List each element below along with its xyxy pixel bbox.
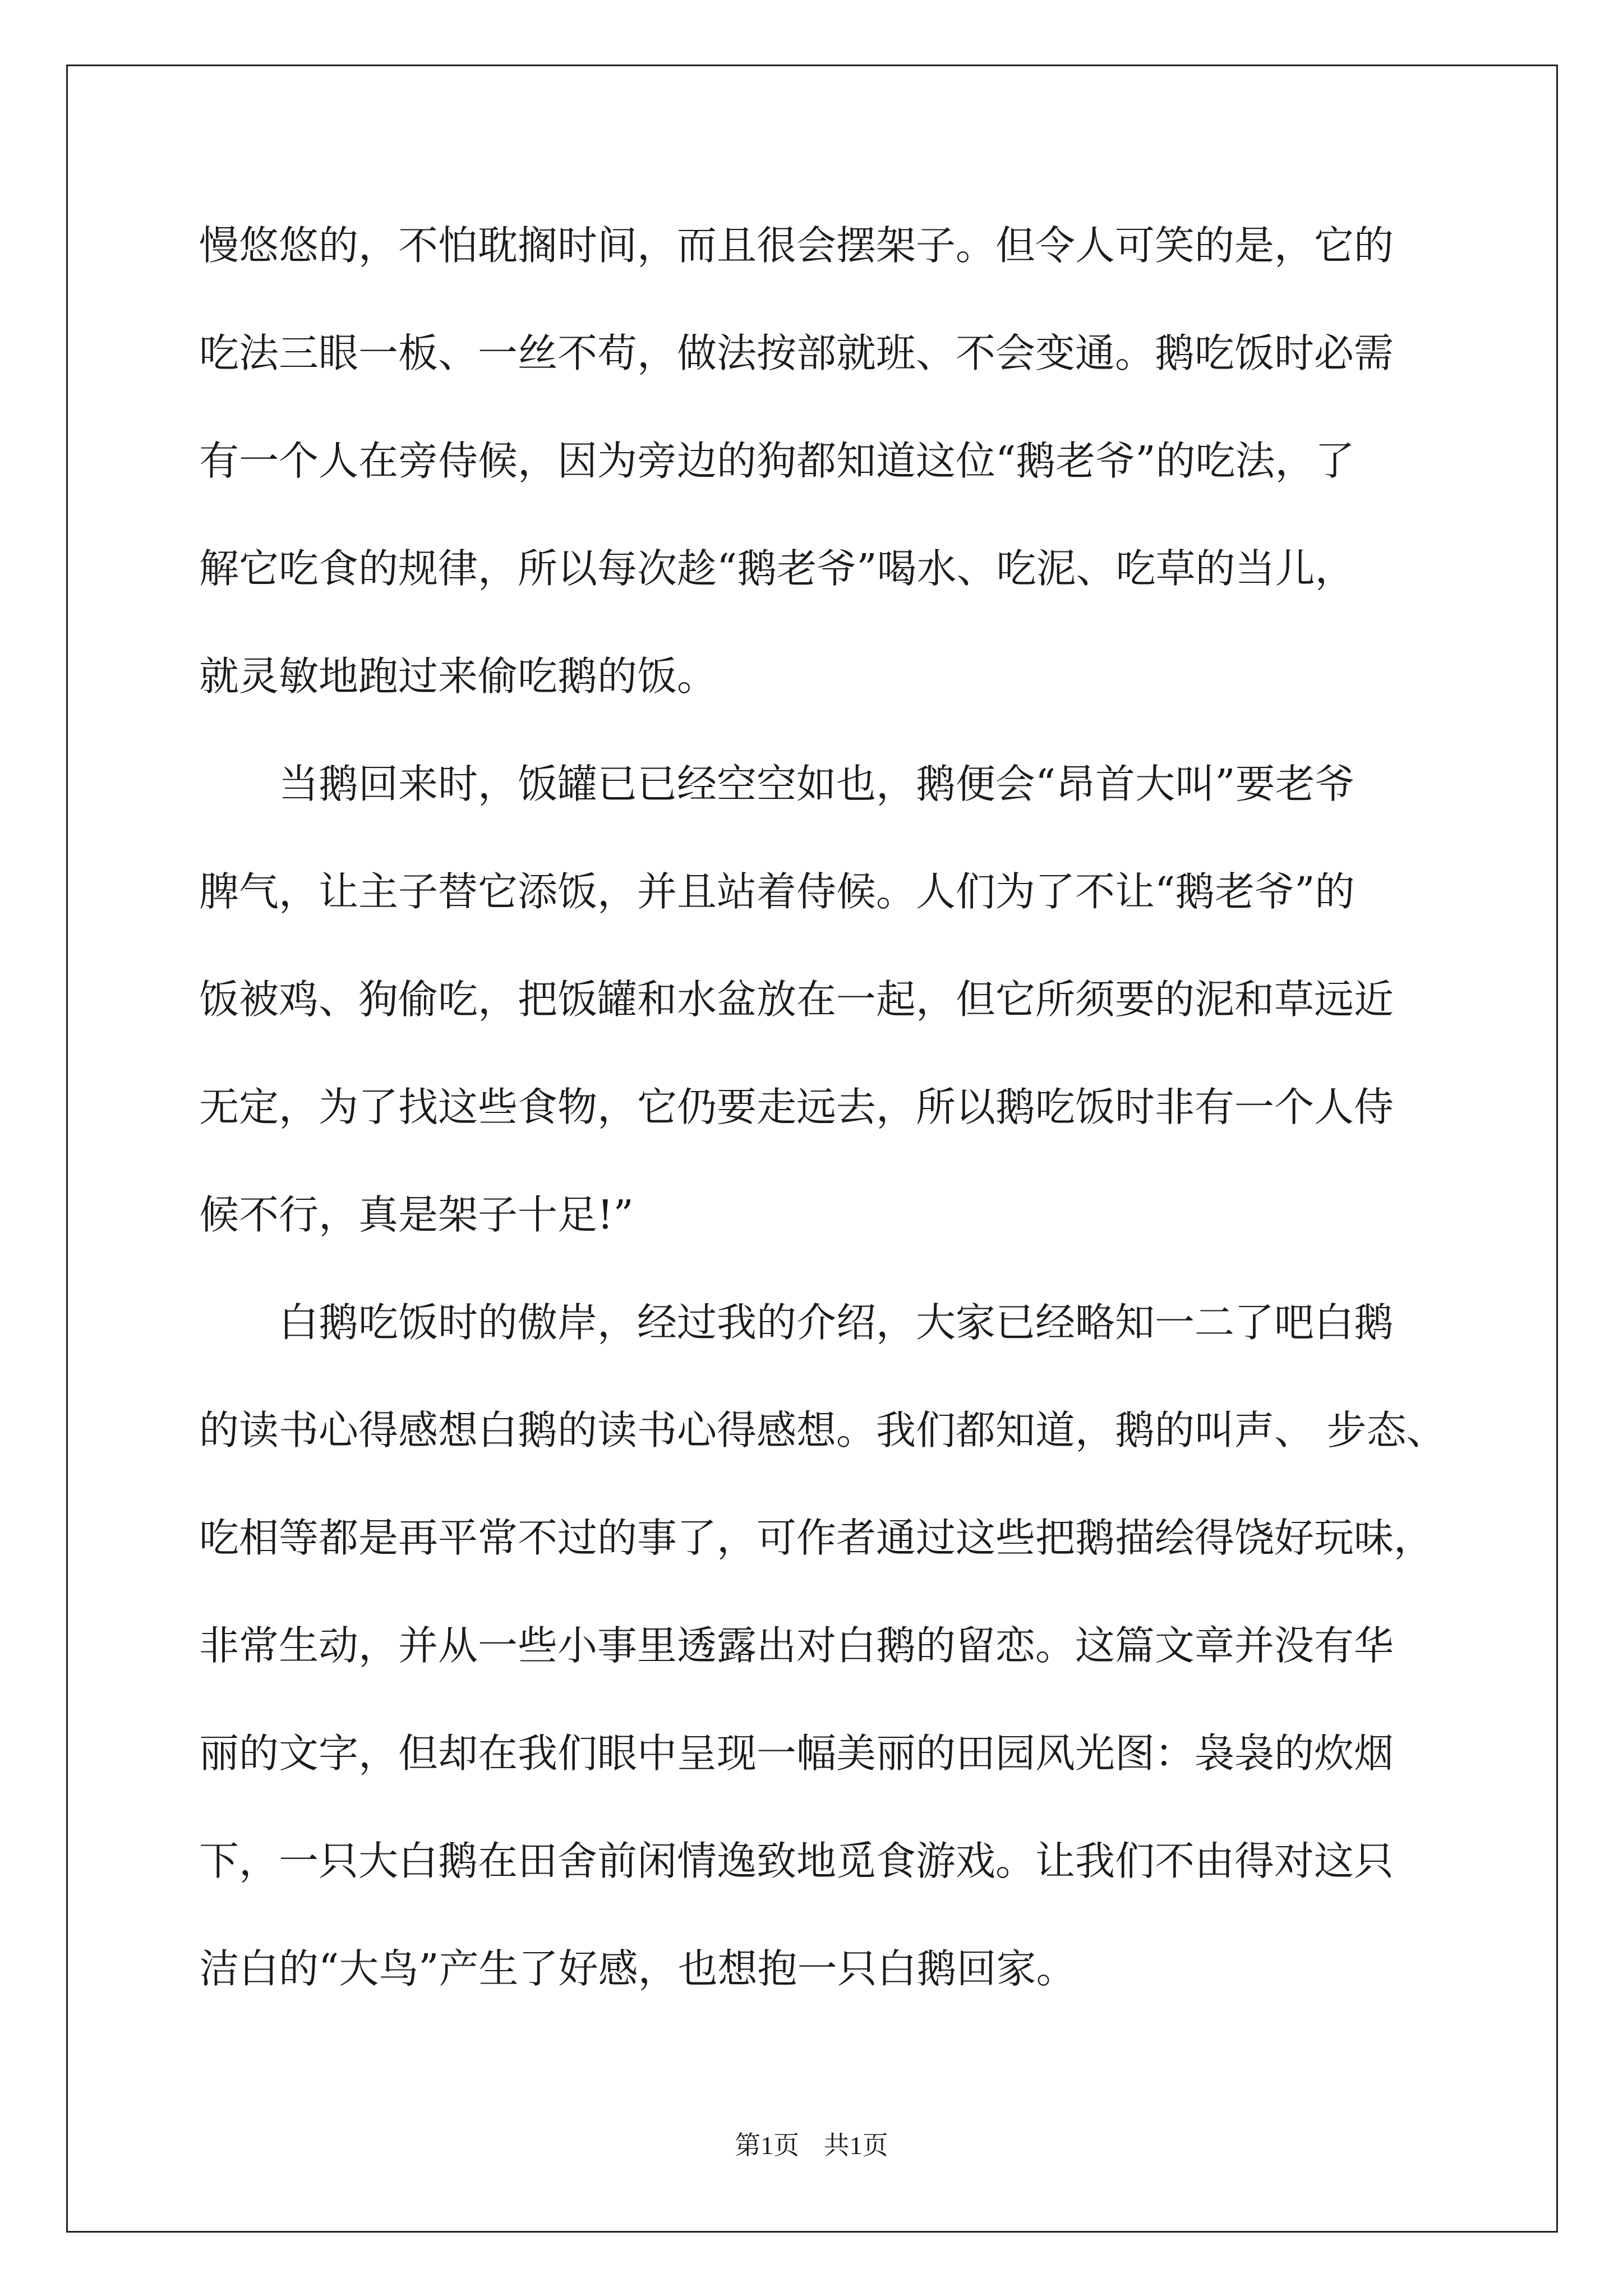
page-total: 共1页 <box>823 2131 888 2160</box>
text-line: 白鹅吃饭时的傲岸，经过我的介绍，大家已经略知一二了吧白鹅 <box>199 1299 1394 1346</box>
text-line: 吃法三眼一板、一丝不苟，做法按部就班、不会变通。鹅吃饭时必需 <box>199 330 1394 376</box>
text-line: 非常生动，并从一些小事里透露出对白鹅的留恋。这篇文章并没有华 <box>199 1622 1394 1669</box>
page-footer <box>0 2129 1623 2162</box>
text-line: 饭被鸡、狗偷吃，把饭罐和水盆放在一起，但它所须要的泥和草远近 <box>199 976 1394 1023</box>
text-line: 脾气，让主子替它添饭，并且站着侍候。人们为了不让“鹅老爷”的 <box>199 868 1355 915</box>
text-line: 吃相等都是再平常不过的事了，可作者通过这些把鹅描绘得饶好玩味， <box>199 1515 1434 1561</box>
text-line: 下，一只大白鹅在田舍前闲情逸致地觅食游戏。让我们不由得对这只 <box>199 1838 1394 1884</box>
text-line: 的读书心得感想白鹅的读书心得感想。我们都知道，鹅的叫声、 步态、 <box>199 1407 1446 1453</box>
page-number: 第1页 <box>735 2131 800 2160</box>
text-line: 就灵敏地跑过来偷吃鹅的饭。 <box>199 653 717 700</box>
text-line: 洁白的“大鸟”产生了好感，也想抱一只白鹅回家。 <box>199 1945 1076 1992</box>
text-line: 当鹅回来时，饭罐已已经空空如也，鹅便会“昂首大叫”要老爷 <box>199 761 1355 807</box>
text-line: 解它吃食的规律，所以每次趁“鹅老爷”喝水、吃泥、吃草的当儿， <box>199 545 1355 592</box>
text-line: 有一个人在旁侍候，因为旁边的狗都知道这位“鹅老爷”的吃法，了 <box>199 438 1355 484</box>
text-line: 无定，为了找这些食物，它仍要走远去，所以鹅吃饭时非有一个人侍 <box>199 1084 1394 1130</box>
text-line: 慢悠悠的，不怕耽搁时间，而且很会摆架子。但令人可笑的是，它的 <box>199 222 1394 269</box>
page-border <box>66 65 1558 2233</box>
text-line: 候不行，真是架子十足!” <box>199 1191 634 1238</box>
text-line: 丽的文字，但却在我们眼中呈现一幅美丽的田园风光图：袅袅的炊烟 <box>199 1730 1394 1777</box>
